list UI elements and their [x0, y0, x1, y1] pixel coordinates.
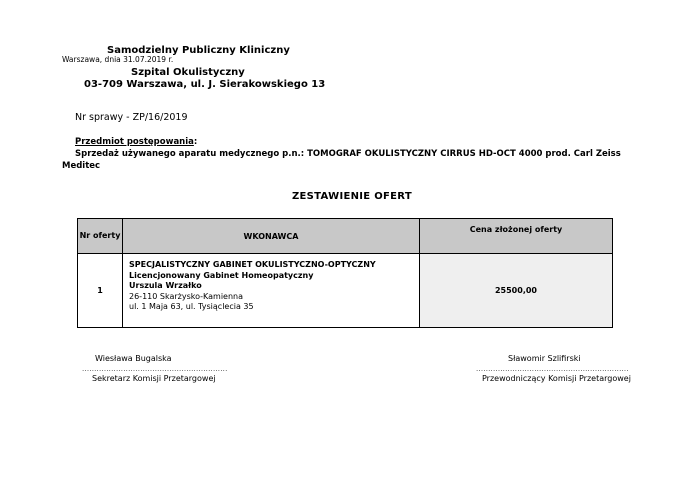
- signature-right-line: ...............................................................: [476, 365, 629, 373]
- column-header-nr: Nr oferty: [78, 219, 123, 254]
- offer-price: 25500,00: [420, 254, 613, 328]
- org-name-line2: Szpital Okulistyczny: [131, 67, 245, 78]
- subject-text: Sprzedaż używanego aparatu medycznego p.n.: TOMOGRAF OKULISTYCZNY CIRRUS HD-OCT 4000 prod. Carl Zeiss: [75, 149, 621, 159]
- contractor-cell: [123, 254, 420, 328]
- offer-number: 1: [78, 254, 123, 328]
- subject-label: [75, 137, 197, 147]
- contractor-city: 26-110 Skarżysko-Kamienna: [129, 291, 244, 301]
- table-row: [78, 254, 613, 328]
- signature-right-role: Przewodniczący Komisji Przetargowej: [482, 374, 631, 383]
- contractor-name: SPECJALISTYCZNY GABINET OKULISTYCZNO-OPTYCZNY: [129, 260, 376, 269]
- org-name-line1: Samodzielny Publiczny Kliniczny: [107, 45, 290, 56]
- column-header-price: Cena złożonej oferty: [420, 219, 613, 254]
- contractor-subname: Licencjonowany Gabinet Homeopatyczny: [129, 270, 314, 280]
- signature-left-role: Sekretarz Komisji Przetargowej: [92, 374, 216, 383]
- subject-label-text: Przedmiot postępowania: [75, 137, 194, 147]
- signature-right-name: Sławomir Szlifirski: [508, 354, 581, 363]
- contractor-owner: Urszula Wrzałko: [129, 281, 202, 290]
- signature-left-line: ............................................................: [82, 365, 228, 373]
- contractor-street: ul. 1 Maja 63, ul. Tysiąclecia 35: [129, 302, 254, 311]
- table-header-row: [78, 219, 613, 254]
- column-header-contractor: WKONAWCA: [123, 219, 420, 254]
- org-address: 03-709 Warszawa, ul. J. Sierakowskiego 13: [84, 79, 326, 90]
- offers-table: [77, 218, 613, 328]
- subject-text-cont: Meditec: [62, 161, 101, 171]
- signature-left-name: Wiesława Bugalska: [95, 354, 172, 363]
- section-heading: ZESTAWIENIE OFERT: [292, 191, 412, 202]
- place-date: Warszawa, dnia 31.07.2019 r.: [62, 55, 174, 64]
- subject-label-suffix: :: [193, 137, 198, 147]
- case-number: Nr sprawy - ZP/16/2019: [75, 112, 188, 123]
